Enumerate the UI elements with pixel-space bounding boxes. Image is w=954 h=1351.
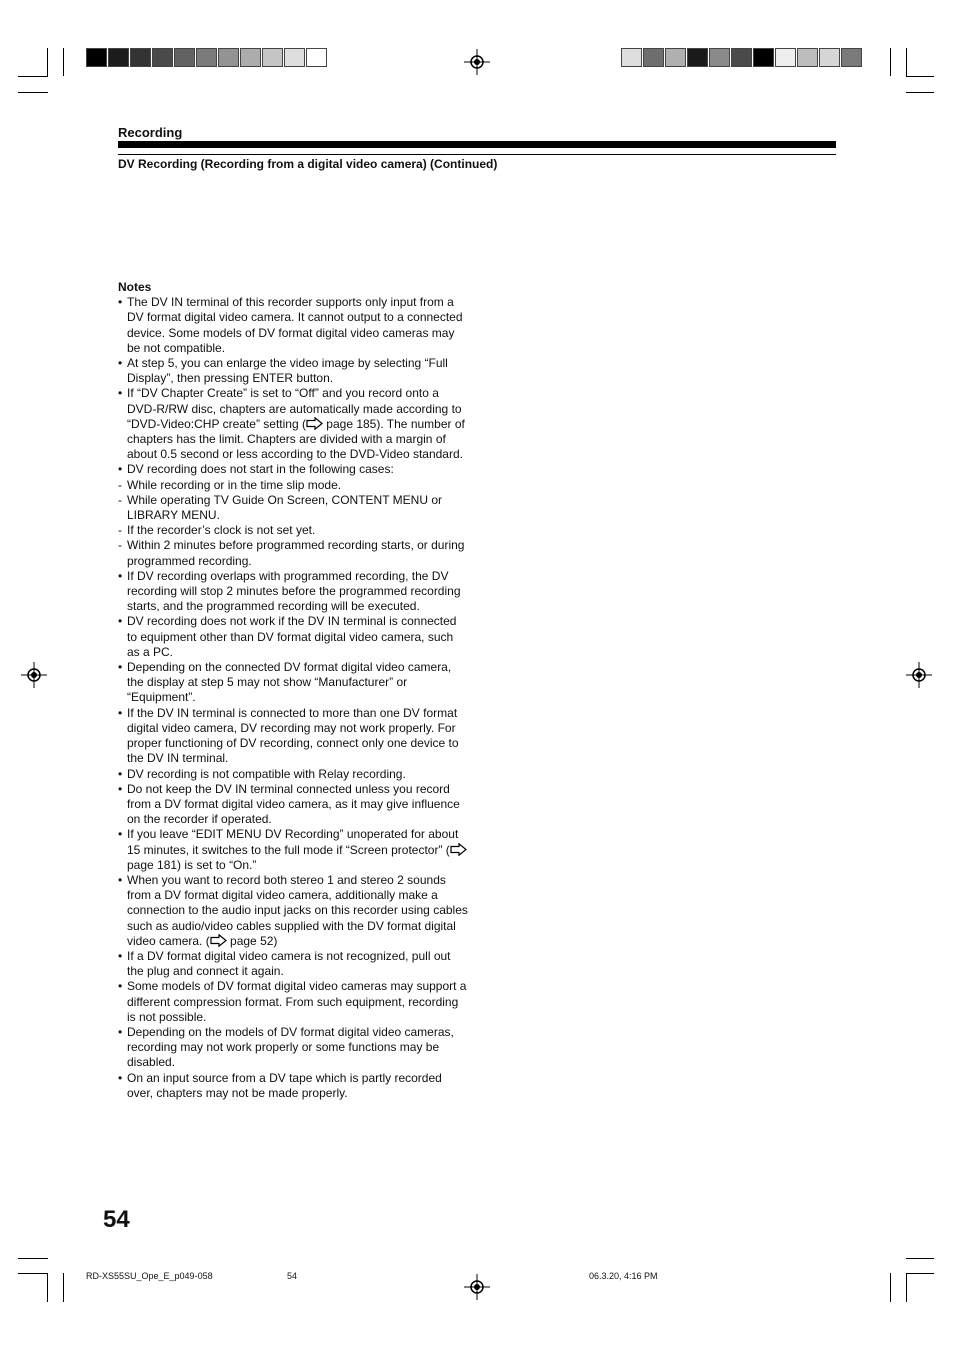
color-swatch xyxy=(709,48,730,67)
crop-mark xyxy=(906,92,934,93)
page-reference-arrow-icon xyxy=(450,843,467,857)
note-text: DV recording does not start in the following cases: xyxy=(127,462,394,477)
color-swatch xyxy=(86,48,107,67)
header-rule-thick xyxy=(118,141,836,148)
footer-timestamp: 06.3.20, 4:16 PM xyxy=(589,1271,658,1281)
notes-section xyxy=(118,280,468,1101)
crop-mark xyxy=(890,1273,891,1302)
crop-mark xyxy=(890,48,891,76)
crop-mark xyxy=(18,92,48,93)
note-item xyxy=(118,873,468,949)
crop-mark xyxy=(18,76,48,77)
bullet-icon: • xyxy=(118,295,123,310)
color-bar-right xyxy=(621,48,863,68)
bullet-icon: • xyxy=(118,979,123,994)
note-item xyxy=(118,949,468,979)
note-item xyxy=(118,827,468,873)
note-text: Depending on the models of DV format digital video cameras, recording may not work properly or some functions may be disabled. xyxy=(127,1024,454,1070)
bullet-icon: • xyxy=(118,568,123,583)
color-swatch xyxy=(174,48,195,67)
color-swatch xyxy=(775,48,796,67)
crop-mark xyxy=(47,1273,48,1302)
note-text: DV recording does not work if the DV IN terminal is connected to equipment other than DV format digital video camera, such as a PC. xyxy=(127,614,457,659)
note-item xyxy=(118,782,468,828)
note-text: DV recording is not compatible with Relay recording. xyxy=(127,766,406,781)
color-swatch xyxy=(240,48,261,67)
dash-marker: - xyxy=(118,523,122,538)
note-text: When you want to record both stereo 1 and stereo 2 sounds from a DV format digital video camera, additionally make a connection to the audio input jacks on this recorder using cables such as audio/video cables supplied with the DV format digital video camera. ( xyxy=(127,872,468,948)
color-swatch xyxy=(819,48,840,67)
color-swatch xyxy=(687,48,708,67)
note-text: If a DV format digital video camera is not recognized, pull out the plug and connect it again. xyxy=(127,948,451,979)
color-bar-left xyxy=(86,48,328,68)
dash-marker: - xyxy=(118,538,122,553)
crop-mark xyxy=(906,1258,934,1259)
page-reference-arrow-icon xyxy=(210,934,227,948)
color-swatch xyxy=(306,48,327,67)
color-swatch xyxy=(731,48,752,67)
color-swatch xyxy=(218,48,239,67)
page-reference-arrow-icon xyxy=(306,417,323,431)
page-number: 54 xyxy=(103,1206,130,1233)
note-text: If the recorder’s clock is not set yet. xyxy=(127,523,316,538)
note-text: If you leave “EDIT MENU DV Recording” unoperated for about 15 minutes, it switches to the full mode if “Screen protector” ( xyxy=(127,827,459,857)
note-text: If the DV IN terminal is connected to more than one DV format digital video camera, DV recording may not work properly. For proper functioning of DV recording, connect only one device to the DV IN terminal. xyxy=(127,705,459,766)
bullet-icon: • xyxy=(118,705,123,720)
note-item xyxy=(118,493,468,523)
bullet-icon: • xyxy=(118,1024,123,1039)
color-swatch xyxy=(196,48,217,67)
note-text: The DV IN terminal of this recorder supports only input from a DV format digital video camera. It cannot output to a connected device. Some models of DV format digital video cameras may be not compatible. xyxy=(127,295,463,355)
note-item xyxy=(118,767,468,782)
bullet-icon: • xyxy=(118,872,123,887)
dash-marker: - xyxy=(118,492,122,507)
note-item xyxy=(118,706,468,767)
note-text: While recording or in the time slip mode. xyxy=(127,477,342,492)
note-text: page 52) xyxy=(226,933,278,948)
color-swatch xyxy=(130,48,151,67)
note-item xyxy=(118,523,468,538)
registration-mark-icon xyxy=(464,1274,490,1300)
note-item xyxy=(118,356,468,386)
note-text: Do not keep the DV IN terminal connected unless you record from a DV format digital video camera, as it may give influence on the recorder if operated. xyxy=(127,781,460,827)
bullet-icon: • xyxy=(118,1070,123,1085)
color-swatch xyxy=(797,48,818,67)
footer-filename: RD-XS55SU_Ope_E_p049-058 xyxy=(86,1271,213,1281)
footer-page: 54 xyxy=(287,1271,298,1281)
note-text: If “DV Chapter Create” is set to “Off” and you record onto a DVD-R/RW disc, chapters are automatically made according to “DVD-Video:CHP create” setting ( xyxy=(127,386,462,431)
crop-mark xyxy=(63,1273,64,1302)
crop-mark xyxy=(63,48,64,76)
note-item xyxy=(118,386,468,462)
bullet-icon: • xyxy=(118,781,123,796)
registration-mark-icon xyxy=(464,49,490,75)
crop-mark xyxy=(906,1273,934,1274)
note-item xyxy=(118,660,468,706)
note-text: Some models of DV format digital video cameras may support a different compression format. From such equipment, recording is not possible. xyxy=(127,979,467,1024)
note-item xyxy=(118,979,468,1025)
section-title: Recording xyxy=(118,125,183,140)
note-item xyxy=(118,614,468,660)
crop-mark xyxy=(18,1273,48,1274)
note-text: page 185). The number of chapters has the limit. Chapters are divided with a margin of about 0.5 second or less according to the DVD-Video standard. xyxy=(127,416,465,462)
bullet-icon: • xyxy=(118,827,123,842)
dash-marker: - xyxy=(118,477,122,492)
notes-list xyxy=(118,295,468,1101)
bullet-icon: • xyxy=(118,386,123,401)
note-item xyxy=(118,1025,468,1071)
note-text: At step 5, you can enlarge the video image by selecting “Full Display”, then pressing ENTER button. xyxy=(127,356,448,386)
crop-mark xyxy=(47,48,48,76)
notes-heading: Notes xyxy=(118,280,152,294)
bullet-icon: • xyxy=(118,356,123,371)
color-swatch xyxy=(643,48,664,67)
note-text: Depending on the connected DV format digital video camera, the display at step 5 may not show “Manufacturer” or “Equipment”. xyxy=(127,660,452,705)
color-swatch xyxy=(621,48,642,67)
bullet-icon: • xyxy=(118,660,123,675)
color-swatch xyxy=(284,48,305,67)
note-item xyxy=(118,538,468,568)
note-item xyxy=(118,569,468,615)
note-item xyxy=(118,462,468,477)
bullet-icon: • xyxy=(118,948,123,963)
crop-mark xyxy=(906,76,934,77)
color-swatch xyxy=(262,48,283,67)
color-swatch xyxy=(665,48,686,67)
color-swatch xyxy=(108,48,129,67)
registration-mark-icon xyxy=(906,662,932,688)
note-item xyxy=(118,478,468,493)
note-text: If DV recording overlaps with programmed recording, the DV recording will stop 2 minutes before the programmed recording starts, and the programmed recording will be executed. xyxy=(127,568,461,614)
note-item xyxy=(118,295,468,356)
crop-mark xyxy=(906,1273,907,1302)
page-subtitle: DV Recording (Recording from a digital video camera) (Continued) xyxy=(118,157,498,171)
note-item xyxy=(118,1071,468,1101)
header-rule-thin xyxy=(118,154,836,155)
crop-mark xyxy=(18,1258,48,1259)
color-swatch xyxy=(841,48,862,67)
bullet-icon: • xyxy=(118,614,123,629)
note-text: While operating TV Guide On Screen, CONTENT MENU or LIBRARY MENU. xyxy=(127,492,442,523)
color-swatch xyxy=(753,48,774,67)
color-swatch xyxy=(152,48,173,67)
crop-mark xyxy=(906,48,907,76)
bullet-icon: • xyxy=(118,462,123,477)
note-text: Within 2 minutes before programmed recording starts, or during programmed recording. xyxy=(127,538,465,568)
registration-mark-icon xyxy=(21,662,47,688)
note-text: On an input source from a DV tape which is partly recorded over, chapters may not be made properly. xyxy=(127,1070,442,1100)
bullet-icon: • xyxy=(118,766,123,781)
note-text: page 181) is set to “On.” xyxy=(127,857,257,872)
